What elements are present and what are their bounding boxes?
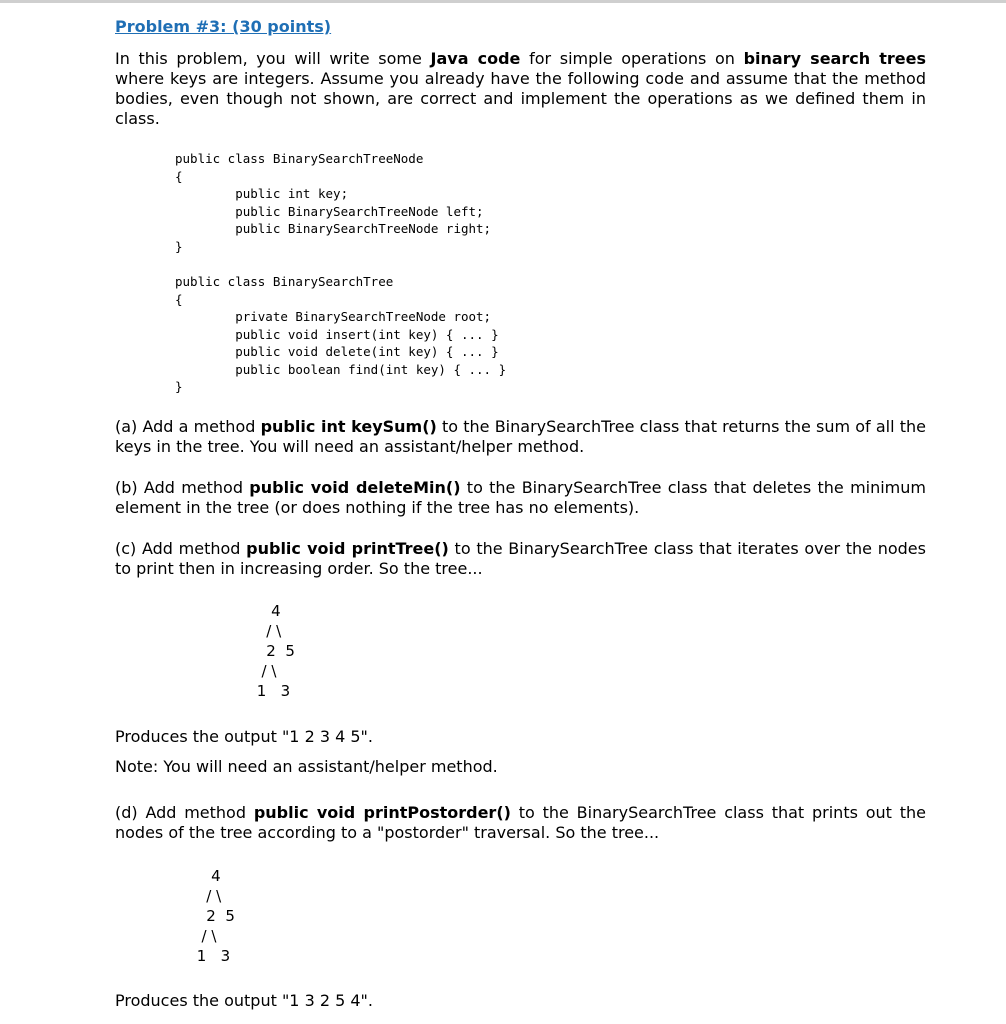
example-tree-c: 4 / \ 2 5 / \ 1 3 <box>256 602 295 700</box>
part-a: (a) Add a method public int keySum() to the BinarySearchTree class that returns the sum of all the keys in the tree. You will need an assistant/helper method. <box>115 417 926 456</box>
part-c-note: Note: You will need an assistant/helper method. <box>115 757 498 776</box>
problem-title: Problem #3: (30 points) <box>115 17 332 36</box>
example-tree-d: 4 / \ 2 5 / \ 1 3 <box>196 867 235 965</box>
part-c: (c) Add method public void printTree() to the BinarySearchTree class that iterates over the nodes to print then in increasing order. So the tree... <box>115 539 926 578</box>
part-d: (d) Add method public void printPostorder() to the BinarySearchTree class that prints out the nodes of the tree according to a "postorder" traversal. So the tree... <box>115 803 926 842</box>
part-d-output: Produces the output "1 3 2 5 4". <box>115 991 373 1010</box>
node-class-code: public class BinarySearchTreeNode { public int key; public BinarySearchTreeNode left; public BinarySearchTreeNode right; } <box>175 151 492 254</box>
part-c-output: Produces the output "1 2 3 4 5". <box>115 727 373 746</box>
part-b: (b) Add method public void deleteMin() to the BinarySearchTree class that deletes the minimum element in the tree (or does nothing if the tree has no elements). <box>115 478 926 517</box>
tree-class-code: public class BinarySearchTree { private BinarySearchTreeNode root; public void insert(int key) { ... } public void delete(int key) { ... } public boolean find(int key) { ... } } <box>175 274 507 394</box>
intro-paragraph: In this problem, you will write some Java code for simple operations on binary search trees where keys are integers. Assume you already have the following code and assume that the method bodies, even though not shown, are correct and implement the operations as we defined them in class. <box>115 49 927 128</box>
top-divider <box>0 0 1006 3</box>
